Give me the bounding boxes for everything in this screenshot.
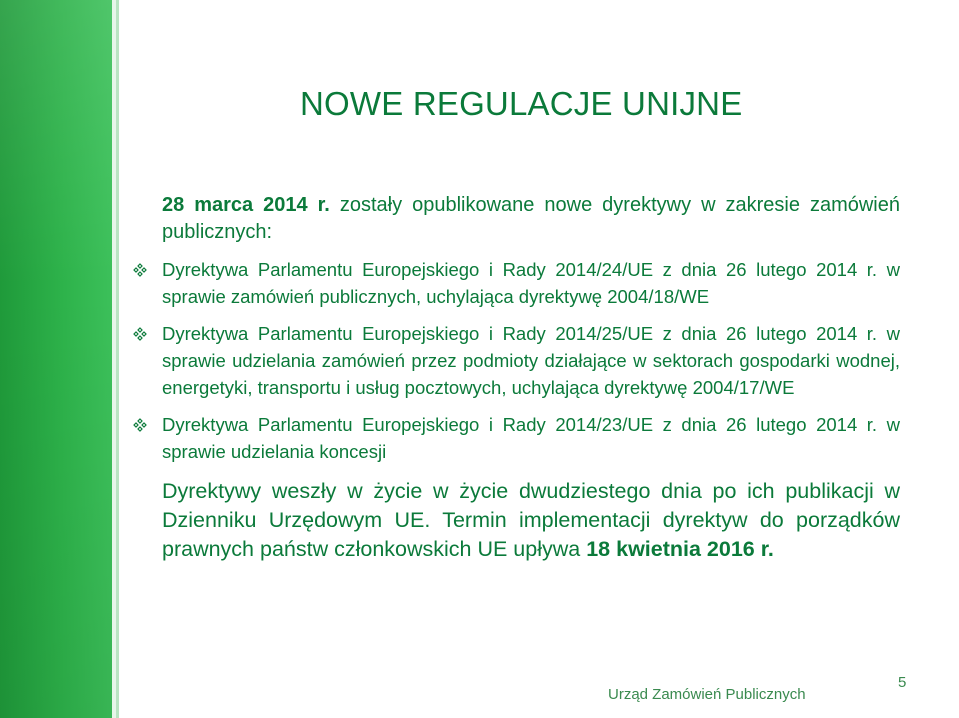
closing-text: Dyrektywy weszły w życie w życie dwudziestego dnia po ich publikacji w Dzienniku Urzędowym UE. Termin implementacji dyrektyw do porządków prawnych państw członkowskich UE upływa bbox=[162, 479, 900, 561]
intro-text: zostały opublikowane nowe dyrektywy w zakresie zamówień publicznych: bbox=[162, 194, 900, 243]
closing-paragraph bbox=[162, 477, 900, 564]
slide-title: NOWE REGULACJE UNIJNE bbox=[300, 85, 743, 122]
slide-body bbox=[162, 192, 900, 564]
diamond-bullet-icon bbox=[133, 418, 147, 432]
bullet-text: Dyrektywa Parlamentu Europejskiego i Rady 2014/25/UE z dnia 26 lutego 2014 r. w sprawie udzielania zamówień przez podmioty działające w sektorach gospodarki wodnej, energetyki, transportu i usług pocztowych, uchylająca dyrektywę 2004/17/WE bbox=[162, 323, 900, 398]
band-edge-tint bbox=[116, 0, 119, 718]
bullet-text: Dyrektywa Parlamentu Europejskiego i Rady 2014/24/UE z dnia 26 lutego 2014 r. w sprawie zamówień publicznych, uchylająca dyrektywę 2004/18/WE bbox=[162, 259, 900, 307]
bullet-item bbox=[162, 320, 900, 401]
bullet-item bbox=[162, 256, 900, 310]
intro-paragraph bbox=[162, 192, 900, 246]
diamond-bullet-icon bbox=[133, 327, 147, 341]
left-band-shading bbox=[0, 0, 112, 718]
bullet-item bbox=[162, 411, 900, 465]
intro-date: 28 marca 2014 r. bbox=[162, 194, 330, 216]
bullet-text: Dyrektywa Parlamentu Europejskiego i Rady 2014/23/UE z dnia 26 lutego 2014 r. w sprawie udzielania koncesji bbox=[162, 414, 900, 462]
diamond-bullet-icon bbox=[133, 263, 147, 277]
page-number: 5 bbox=[898, 674, 907, 691]
footer-label: Urząd Zamówień Publicznych bbox=[608, 686, 806, 703]
implementation-deadline: 18 kwietnia 2016 r. bbox=[586, 537, 774, 561]
